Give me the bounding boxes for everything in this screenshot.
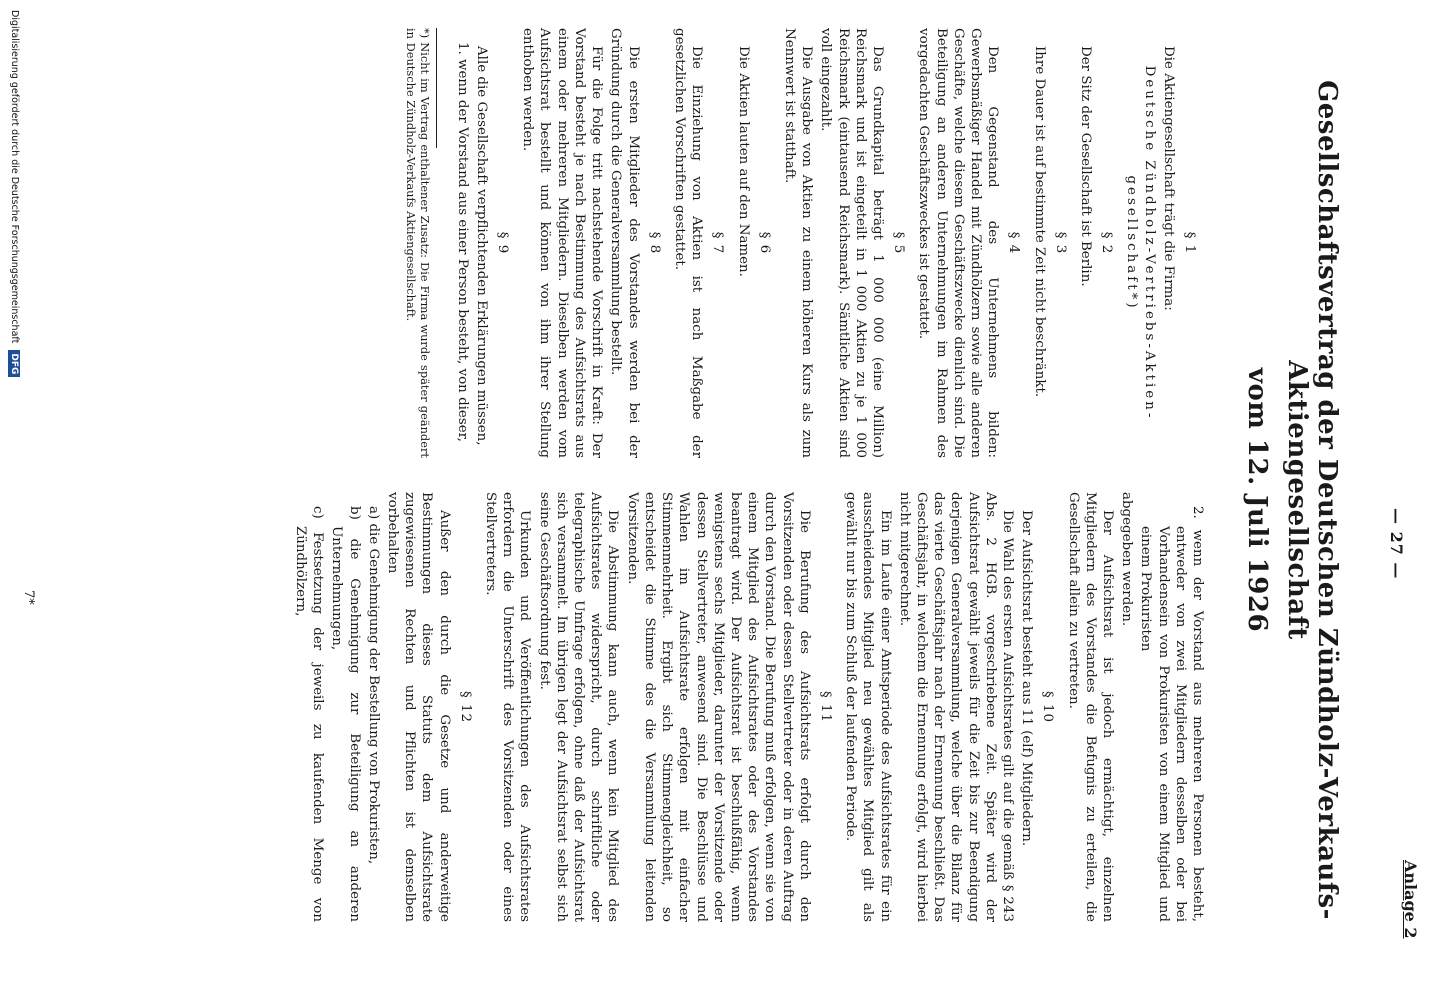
section-text: Die Ausgabe von Aktien zu einem höheren Kurs als zum Nennwert ist statthaft. [781,28,815,458]
section-text: abgegeben werden. [1119,492,1135,627]
section-text: Für die Folge tritt nachstehende Vorschrift in Kraft: Der Vorstand besteht je nach Bestimmung des Aufsichtsrats aus einem oder mehreren Mitgliedern. Dieselben werden vom Aufsichtsrat bestellt und können von ihm ihrer Stellung enthoben werden. [520,28,605,458]
section-text: Die ersten Mitglieder des Vorstandes werden bei der Gründung durch die Generalversammlung bestellt. [608,28,641,458]
section-text: Der Aufsichtsrat besteht aus 11 (elf) Mitgliedern. [1019,510,1035,847]
firm-name-cont: gesellschaft*) [1124,175,1140,311]
section-text: Die Aktiengesellschaft trägt die Firma: [1160,46,1176,311]
section-heading: § 6 [756,231,772,255]
annex-label: Anlage 2 [1401,860,1420,939]
section-text: Das Grundkapital beträgt 1 000 000 (eine Million) Reichsmark und ist eingeteilt in 1 000 Aktien zu je 1 000 Reichsmark (eintausend Reichsmark). Sämtliche Aktien sind voll eingezahlt. [818,28,885,458]
footnote-divider [436,28,437,148]
section-heading: § 12 [457,691,473,723]
section-heading: § 5 [891,231,907,255]
right-text-column [290,492,1206,922]
section-text: Alle die Gesellschaft verpflichtenden Erklärungen müssen, [473,46,489,446]
section-heading: § 9 [495,231,511,255]
left-text-column [404,28,1206,458]
section-text: Die Aktien lauten auf den Namen. [735,46,751,277]
section-text: Der Aufsichtsrat ist jedoch ermächtigt, einzelnen Mitgliedern des Vorstandes die Befugnis zu erteilen, die Gesellschaft allein zu vertreten. [1065,492,1115,922]
firm-name: Deutsche Zündholz-Vertriebs-Aktien- [1141,65,1157,421]
section-heading: § 2 [1099,231,1115,255]
footnote: *) Nicht im Vertrag enthaltener Zusatz: Die Firma wurde später geändert in Deutsche Zündholz-Verkaufs Aktiengesellschaft. [404,28,433,458]
section-heading: § 8 [646,231,662,255]
page-number: — 27 — [1387,508,1406,580]
dfg-credit-text: Digitalisierung gefördert durch die Deutsche Forschungsgemeinschaft [9,10,20,344]
section-text: Ihre Dauer ist auf bestimmte Zeit nicht beschränkt. [1031,46,1047,398]
section-text: Die Abstimmung kann auch, wenn kein Mitglied des Aufsichtsrates widerspricht, durch schriftliche oder telegraphische Umfrage erfolgen, ohne daß der Aufsichtsrat sich versammelt. Im übrigen legt der Aufsichtsrat selbst sich seine Geschäftsordnung fest. [536,492,621,922]
dfg-logo-icon: DFG [8,350,20,377]
document-title: Gesellschaftsvertrag der Deutschen Zündholz-Verkaufs-Aktiengesellschaft [1282,80,1342,920]
section-text: Außer den durch die Gesetze und anderweitige Bestimmungen dieses Statuts dem Aufsichtsrate zugewiesenen Rechten und Pflichten ist demselben vorbehalten [385,492,452,922]
dfg-credit-line [8,10,20,990]
section-text: Den Gegenstand des Unternehmens bilden: Gewerbsmäßiger Handel mit Zündhölzern sowie alle anderen Geschäfte, welche diesem Geschäftszwecke dienlich sind. Die Beteiligung an anderen Unternehmungen im Rahmen des vorgedachten Geschäftszweckes ist gestattet. [916,28,1001,458]
document-date: vom 12. Juli 1926 [1242,367,1272,633]
list-item: 2. wenn der Vorstand aus mehreren Personen besteht, entweder von zwei Mitgliedern desselben oder bei Vorhandensein von Prokuristen von einem Mitglied und einem Prokuristen [1138,506,1205,922]
section-heading: § 10 [1040,691,1056,723]
section-text: Ein im Laufe einer Amtsperiode des Aufsichtsrates für ein ausscheidendes Mitglied neu gewähltes Mitglied gilt als gewählt nur bis zum Schluß der laufenden Periode. [843,492,893,922]
list-item: a) die Genehmigung der Bestellung von Prokuristen, [365,506,381,865]
signature-mark: 7* [21,590,36,605]
section-heading: § 3 [1052,231,1068,255]
section-text: Die Einziehung von Aktien ist nach Maßgabe der gesetzlichen Vorschriften gestattet. [671,28,705,458]
list-item: 1. wenn der Vorstand aus einer Person besteht, von dieser, [454,42,470,442]
section-text: Der Sitz der Gesellschaft ist Berlin. [1077,46,1093,287]
section-text: Urkunden und Veröffentlichungen des Aufsichtsrates erfordern die Unterschrift des Vorsitzenden oder eines Stellvertreters. [483,492,533,922]
list-item: c) Festsetzung der jeweils zu kaufenden Menge von Zündhölzern, [293,506,326,922]
section-text: Die Wahl des ersten Aufsichtsrates gilt auf die gemäß § 243 Abs. 2 HGB. vorgeschriebene Zeit. Später wird der Aufsichtsrat gewählt jeweils für die Zeit bis zur Beendigung derjenigen Generalversammlung, welche über die Bilanz für das vierte Geschäftsjahr nach der Ernennung beschließt. Das Geschäftsjahr, in welchem die Ernennung erfolgt, wird hierbei nicht mitgerechnet. [896,492,1015,922]
section-heading: § 4 [1006,231,1022,255]
section-heading: § 11 [817,691,833,723]
section-text: Die Berufung des Aufsichtsrats erfolgt durch den Vorsitzenden oder dessen Stellvertreter oder in deren Auftrag durch den Vorstand. Die Berufung muß erfolgen, wenn sie von einem Mitglied des Aufsichtsrates oder des Vorstandes beantragt wird. Der Aufsichtsrat ist beschlußfähig, wenn wenigstens sechs Mitglieder, darunter der Vorsitzende oder dessen Stellvertreter, anwesend sind. Die Beschlüsse und Wahlen im Aufsichtsrate erfolgen mit einfacher Stimmenmehrheit. Ergibt sich Stimmengleichheit, so entscheidet die Stimme des die Versammlung leitenden Vorsitzenden. [624,492,812,922]
list-item: b) die Genehmigung zur Beteiligung an anderen Unternehmungen, [329,506,362,922]
section-heading: § 7 [710,231,726,255]
section-heading: § 1 [1182,231,1197,255]
